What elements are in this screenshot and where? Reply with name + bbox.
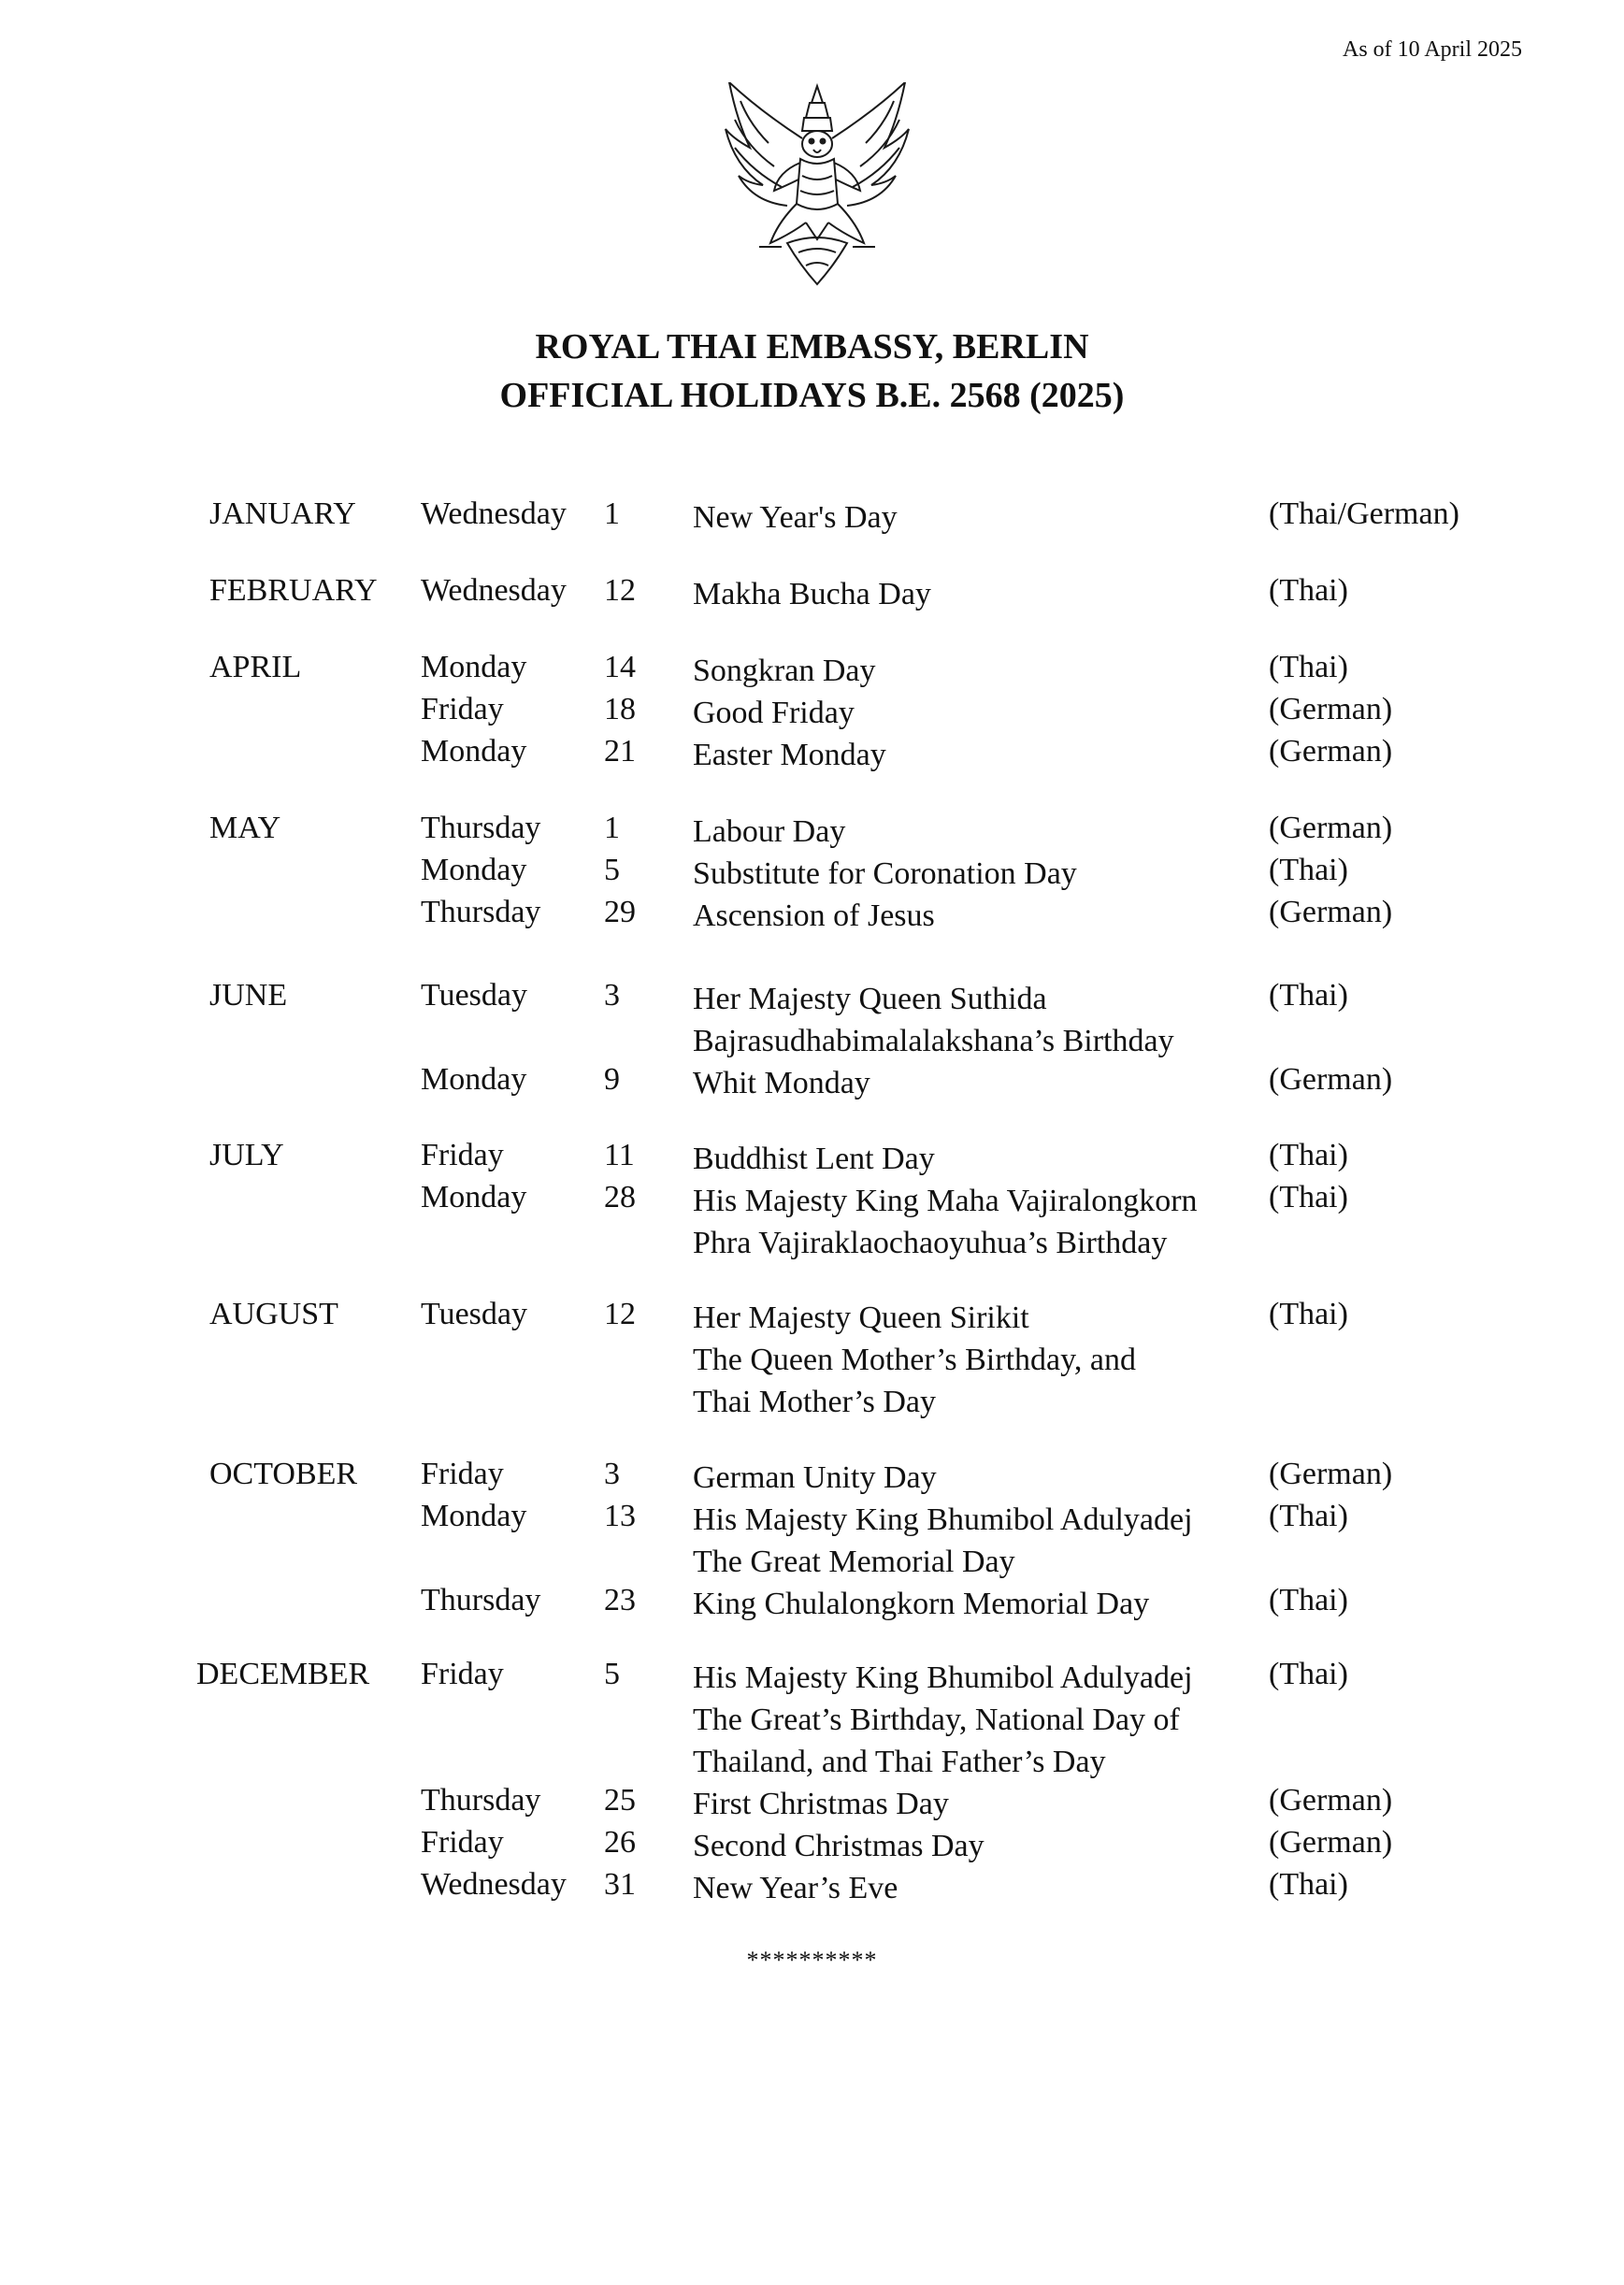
holiday-row — [0, 1867, 1624, 1909]
holiday-name: Her Majesty Queen Sirikit The Queen Mother’s Birthday, and Thai Mother’s Day — [693, 1301, 1136, 1419]
month-block-october — [0, 1457, 1624, 1625]
holiday-name: His Majesty King Maha Vajiralongkorn Phra Vajiraklaochaoyuhua’s Birthday — [693, 1184, 1198, 1260]
date: 18 — [604, 692, 636, 726]
holiday-row — [0, 1138, 1624, 1180]
holiday-type: (Thai) — [1269, 853, 1348, 887]
holiday-name: New Year’s Eve — [693, 1871, 898, 1905]
end-marker: ********** — [746, 1947, 878, 1974]
holiday-type: (German) — [1269, 1062, 1393, 1097]
holiday-name: Ascension of Jesus — [693, 898, 935, 933]
weekday: Tuesday — [421, 978, 527, 1013]
month-block-august — [0, 1297, 1624, 1423]
date: 3 — [604, 978, 620, 1013]
date: 1 — [604, 811, 620, 845]
month-label: AUGUST — [209, 1297, 338, 1331]
holiday-type: (Thai) — [1269, 978, 1348, 1013]
date: 31 — [604, 1867, 636, 1902]
holiday-name: Buddhist Lent Day — [693, 1142, 935, 1176]
holiday-type: (German) — [1269, 1457, 1393, 1491]
holiday-type: (Thai) — [1269, 1180, 1348, 1214]
holiday-row — [0, 1297, 1624, 1423]
holiday-row — [0, 1825, 1624, 1867]
date: 5 — [604, 1657, 620, 1691]
weekday: Monday — [421, 734, 527, 769]
holiday-type: (German) — [1269, 895, 1393, 929]
holiday-name: Makha Bucha Day — [693, 577, 931, 611]
page-title-line-1: ROYAL THAI EMBASSY, BERLIN — [535, 327, 1089, 366]
month-label: JANUARY — [209, 496, 356, 531]
holiday-name: Her Majesty Queen Suthida Bajrasudhabimalalakshana’s Birthday — [693, 982, 1174, 1058]
as-of-date: As of 10 April 2025 — [1343, 37, 1522, 62]
holiday-row — [0, 978, 1624, 1062]
holiday-row — [0, 650, 1624, 692]
month-label: MAY — [209, 811, 281, 845]
weekday: Tuesday — [421, 1297, 527, 1331]
weekday: Thursday — [421, 1783, 541, 1818]
holiday-name: His Majesty King Bhumibol Adulyadej The Great Memorial Day — [693, 1502, 1193, 1579]
holiday-row — [0, 1783, 1624, 1825]
month-label: APRIL — [209, 650, 302, 684]
weekday: Monday — [421, 853, 527, 887]
holiday-row — [0, 1657, 1624, 1783]
holiday-row — [0, 811, 1624, 853]
weekday: Wednesday — [421, 1867, 567, 1902]
page-title-line-2: OFFICIAL HOLIDAYS B.E. 2568 (2025) — [499, 376, 1125, 415]
holiday-type: (German) — [1269, 811, 1393, 845]
holiday-row — [0, 1180, 1624, 1264]
holiday-row — [0, 1062, 1624, 1104]
holiday-type: (Thai) — [1269, 1297, 1348, 1331]
holiday-row — [0, 734, 1624, 776]
date: 5 — [604, 853, 620, 887]
weekday: Friday — [421, 692, 504, 726]
month-label: JUNE — [209, 978, 288, 1013]
holiday-type: (Thai) — [1269, 573, 1348, 608]
weekday: Monday — [421, 1499, 527, 1533]
date: 26 — [604, 1825, 636, 1860]
weekday: Thursday — [421, 811, 541, 845]
holiday-type: (Thai) — [1269, 1583, 1348, 1617]
date: 9 — [604, 1062, 620, 1097]
holiday-row — [0, 895, 1624, 937]
weekday: Thursday — [421, 895, 541, 929]
holiday-type: (Thai) — [1269, 1499, 1348, 1533]
garuda-emblem-icon — [722, 82, 913, 288]
date: 25 — [604, 1783, 636, 1818]
weekday: Monday — [421, 1180, 527, 1214]
holiday-name: King Chulalongkorn Memorial Day — [693, 1587, 1150, 1621]
holiday-row — [0, 1583, 1624, 1625]
holiday-type: (German) — [1269, 734, 1393, 769]
month-block-december — [0, 1657, 1624, 1909]
holiday-name: Labour Day — [693, 814, 846, 849]
holiday-type: (German) — [1269, 1783, 1393, 1818]
month-label: OCTOBER — [209, 1457, 358, 1491]
holiday-row — [0, 1499, 1624, 1583]
month-block-june — [0, 978, 1624, 1104]
holiday-row — [0, 496, 1624, 539]
month-block-july — [0, 1138, 1624, 1264]
month-label: FEBRUARY — [209, 573, 378, 608]
weekday: Friday — [421, 1138, 504, 1172]
holiday-name: Second Christmas Day — [693, 1829, 984, 1863]
weekday: Monday — [421, 650, 527, 684]
date: 23 — [604, 1583, 636, 1617]
date: 12 — [604, 573, 636, 608]
holiday-type: (German) — [1269, 1825, 1393, 1860]
holiday-row — [0, 853, 1624, 895]
weekday: Friday — [421, 1457, 504, 1491]
holiday-type: (Thai/German) — [1269, 496, 1459, 531]
holiday-name: Songkran Day — [693, 654, 876, 688]
holiday-name: Whit Monday — [693, 1066, 870, 1100]
holiday-name: Easter Monday — [693, 738, 886, 772]
date: 29 — [604, 895, 636, 929]
month-block-april — [0, 650, 1624, 776]
date: 14 — [604, 650, 636, 684]
holiday-name: German Unity Day — [693, 1460, 937, 1495]
date: 28 — [604, 1180, 636, 1214]
holiday-row — [0, 573, 1624, 615]
holiday-type: (German) — [1269, 692, 1393, 726]
holiday-type: (Thai) — [1269, 1867, 1348, 1902]
weekday: Wednesday — [421, 573, 567, 608]
holiday-row — [0, 1457, 1624, 1499]
weekday: Friday — [421, 1657, 504, 1691]
month-block-january — [0, 496, 1624, 539]
date: 11 — [604, 1138, 635, 1172]
holiday-name: New Year's Day — [693, 500, 898, 535]
month-label: DECEMBER — [196, 1657, 370, 1691]
weekday: Friday — [421, 1825, 504, 1860]
month-label: JULY — [209, 1138, 284, 1172]
date: 21 — [604, 734, 636, 769]
holiday-type: (Thai) — [1269, 1657, 1348, 1691]
holiday-name: Good Friday — [693, 696, 855, 730]
holiday-row — [0, 692, 1624, 734]
holiday-name: Substitute for Coronation Day — [693, 856, 1077, 891]
date: 13 — [604, 1499, 636, 1533]
weekday: Thursday — [421, 1583, 541, 1617]
weekday: Monday — [421, 1062, 527, 1097]
month-block-february — [0, 573, 1624, 615]
holiday-type: (Thai) — [1269, 1138, 1348, 1172]
holiday-type: (Thai) — [1269, 650, 1348, 684]
date: 1 — [604, 496, 620, 531]
weekday: Wednesday — [421, 496, 567, 531]
date: 12 — [604, 1297, 636, 1331]
month-block-may — [0, 811, 1624, 937]
holiday-name: First Christmas Day — [693, 1787, 949, 1821]
holiday-name: His Majesty King Bhumibol Adulyadej The Great’s Birthday, National Day of Thailand, and Thai Father’s Day — [693, 1660, 1193, 1779]
date: 3 — [604, 1457, 620, 1491]
